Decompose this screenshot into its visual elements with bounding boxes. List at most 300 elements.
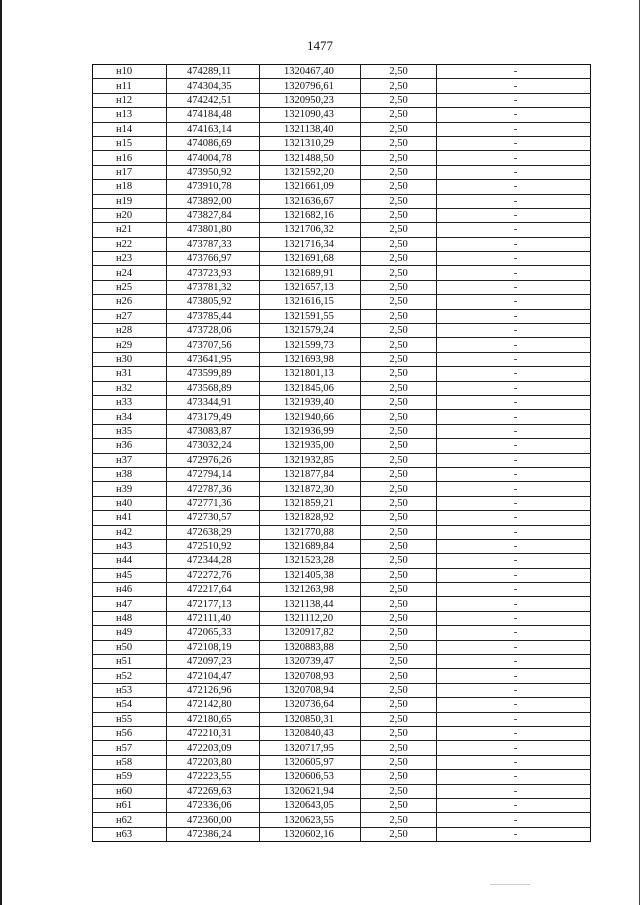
y-coordinate-cell: 1321579,24 (260, 324, 361, 338)
point-id-cell: н36 (93, 439, 167, 453)
x-coordinate-cell: 472510,92 (167, 539, 260, 553)
y-coordinate-cell: 1321859,21 (260, 496, 361, 510)
scan-artifact (490, 884, 530, 885)
table-row (93, 367, 591, 381)
point-id-cell: н31 (93, 367, 167, 381)
note-cell: - (437, 324, 591, 338)
table-row (93, 122, 591, 136)
note-cell: - (437, 122, 591, 136)
point-id-cell: н48 (93, 611, 167, 625)
error-cell: 2,50 (361, 180, 437, 194)
note-cell: - (437, 252, 591, 266)
x-coordinate-cell: 472344,28 (167, 554, 260, 568)
table-row (93, 496, 591, 510)
x-coordinate-cell: 472142,80 (167, 698, 260, 712)
y-coordinate-cell: 1320623,55 (260, 813, 361, 827)
point-id-cell: н24 (93, 266, 167, 280)
error-cell: 2,50 (361, 626, 437, 640)
y-coordinate-cell: 1320605,97 (260, 755, 361, 769)
y-coordinate-cell: 1320708,94 (260, 683, 361, 697)
point-id-cell: н60 (93, 784, 167, 798)
x-coordinate-cell: 472108,19 (167, 640, 260, 654)
note-cell: - (437, 439, 591, 453)
point-id-cell: н25 (93, 280, 167, 294)
point-id-cell: н47 (93, 597, 167, 611)
error-cell: 2,50 (361, 439, 437, 453)
error-cell: 2,50 (361, 165, 437, 179)
note-cell: - (437, 511, 591, 525)
y-coordinate-cell: 1321845,06 (260, 381, 361, 395)
x-coordinate-cell: 472180,65 (167, 712, 260, 726)
note-cell: - (437, 367, 591, 381)
table-row (93, 640, 591, 654)
y-coordinate-cell: 1320850,31 (260, 712, 361, 726)
table-row (93, 813, 591, 827)
error-cell: 2,50 (361, 827, 437, 841)
note-cell: - (437, 525, 591, 539)
note-cell: - (437, 554, 591, 568)
table-row (93, 165, 591, 179)
note-cell: - (437, 309, 591, 323)
table-row (93, 108, 591, 122)
y-coordinate-cell: 1320739,47 (260, 655, 361, 669)
x-coordinate-cell: 474163,14 (167, 122, 260, 136)
table-row (93, 554, 591, 568)
table-row (93, 683, 591, 697)
point-id-cell: н54 (93, 698, 167, 712)
table-row (93, 208, 591, 222)
error-cell: 2,50 (361, 525, 437, 539)
note-cell: - (437, 194, 591, 208)
y-coordinate-cell: 1321872,30 (260, 482, 361, 496)
table-row (93, 410, 591, 424)
note-cell: - (437, 482, 591, 496)
error-cell: 2,50 (361, 784, 437, 798)
note-cell: - (437, 280, 591, 294)
table-row (93, 223, 591, 237)
x-coordinate-cell: 472097,23 (167, 655, 260, 669)
note-cell: - (437, 467, 591, 481)
y-coordinate-cell: 1320602,16 (260, 827, 361, 841)
y-coordinate-cell: 1321636,67 (260, 194, 361, 208)
point-id-cell: н10 (93, 65, 167, 79)
x-coordinate-cell: 473892,00 (167, 194, 260, 208)
y-coordinate-cell: 1321932,85 (260, 453, 361, 467)
point-id-cell: н55 (93, 712, 167, 726)
error-cell: 2,50 (361, 266, 437, 280)
y-coordinate-cell: 1321716,34 (260, 237, 361, 251)
point-id-cell: н63 (93, 827, 167, 841)
table-row (93, 136, 591, 150)
error-cell: 2,50 (361, 367, 437, 381)
y-coordinate-cell: 1321405,38 (260, 568, 361, 582)
error-cell: 2,50 (361, 424, 437, 438)
point-id-cell: н19 (93, 194, 167, 208)
x-coordinate-cell: 473805,92 (167, 295, 260, 309)
point-id-cell: н23 (93, 252, 167, 266)
x-coordinate-cell: 473827,84 (167, 208, 260, 222)
error-cell: 2,50 (361, 194, 437, 208)
y-coordinate-cell: 1321940,66 (260, 410, 361, 424)
table-row (93, 827, 591, 841)
note-cell: - (437, 352, 591, 366)
table-row (93, 525, 591, 539)
error-cell: 2,50 (361, 568, 437, 582)
point-id-cell: н26 (93, 295, 167, 309)
scan-edge-left (0, 0, 2, 905)
x-coordinate-cell: 473032,24 (167, 439, 260, 453)
error-cell: 2,50 (361, 770, 437, 784)
x-coordinate-cell: 472065,33 (167, 626, 260, 640)
x-coordinate-cell: 472177,13 (167, 597, 260, 611)
note-cell: - (437, 208, 591, 222)
point-id-cell: н37 (93, 453, 167, 467)
x-coordinate-cell: 472111,40 (167, 611, 260, 625)
note-cell: - (437, 108, 591, 122)
point-id-cell: н13 (93, 108, 167, 122)
note-cell: - (437, 597, 591, 611)
y-coordinate-cell: 1320467,40 (260, 65, 361, 79)
point-id-cell: н11 (93, 79, 167, 93)
x-coordinate-cell: 472126,96 (167, 683, 260, 697)
x-coordinate-cell: 473641,95 (167, 352, 260, 366)
x-coordinate-cell: 472336,06 (167, 798, 260, 812)
y-coordinate-cell: 1321828,92 (260, 511, 361, 525)
error-cell: 2,50 (361, 324, 437, 338)
table-row (93, 266, 591, 280)
y-coordinate-cell: 1321616,15 (260, 295, 361, 309)
error-cell: 2,50 (361, 223, 437, 237)
table-row (93, 741, 591, 755)
error-cell: 2,50 (361, 496, 437, 510)
note-cell: - (437, 611, 591, 625)
note-cell: - (437, 784, 591, 798)
table-row (93, 151, 591, 165)
error-cell: 2,50 (361, 726, 437, 740)
point-id-cell: н30 (93, 352, 167, 366)
error-cell: 2,50 (361, 741, 437, 755)
error-cell: 2,50 (361, 108, 437, 122)
x-coordinate-cell: 474304,35 (167, 79, 260, 93)
error-cell: 2,50 (361, 698, 437, 712)
error-cell: 2,50 (361, 338, 437, 352)
note-cell: - (437, 237, 591, 251)
x-coordinate-cell: 473910,78 (167, 180, 260, 194)
error-cell: 2,50 (361, 79, 437, 93)
error-cell: 2,50 (361, 65, 437, 79)
note-cell: - (437, 798, 591, 812)
note-cell: - (437, 626, 591, 640)
y-coordinate-cell: 1320840,43 (260, 726, 361, 740)
note-cell: - (437, 813, 591, 827)
error-cell: 2,50 (361, 410, 437, 424)
table-row (93, 79, 591, 93)
error-cell: 2,50 (361, 136, 437, 150)
point-id-cell: н18 (93, 180, 167, 194)
error-cell: 2,50 (361, 280, 437, 294)
table-row (93, 712, 591, 726)
note-cell: - (437, 568, 591, 582)
point-id-cell: н62 (93, 813, 167, 827)
y-coordinate-cell: 1321591,55 (260, 309, 361, 323)
table-row (93, 453, 591, 467)
point-id-cell: н29 (93, 338, 167, 352)
y-coordinate-cell: 1321599,73 (260, 338, 361, 352)
point-id-cell: н44 (93, 554, 167, 568)
x-coordinate-cell: 472104,47 (167, 669, 260, 683)
note-cell: - (437, 93, 591, 107)
point-id-cell: н38 (93, 467, 167, 481)
error-cell: 2,50 (361, 352, 437, 366)
error-cell: 2,50 (361, 93, 437, 107)
note-cell: - (437, 539, 591, 553)
x-coordinate-cell: 473083,87 (167, 424, 260, 438)
table-row (93, 467, 591, 481)
y-coordinate-cell: 1320717,95 (260, 741, 361, 755)
y-coordinate-cell: 1321661,09 (260, 180, 361, 194)
table-row (93, 93, 591, 107)
note-cell: - (437, 755, 591, 769)
x-coordinate-cell: 473723,93 (167, 266, 260, 280)
point-id-cell: н39 (93, 482, 167, 496)
error-cell: 2,50 (361, 669, 437, 683)
y-coordinate-cell: 1321801,13 (260, 367, 361, 381)
note-cell: - (437, 410, 591, 424)
error-cell: 2,50 (361, 252, 437, 266)
note-cell: - (437, 655, 591, 669)
note-cell: - (437, 136, 591, 150)
note-cell: - (437, 712, 591, 726)
note-cell: - (437, 583, 591, 597)
point-id-cell: н14 (93, 122, 167, 136)
note-cell: - (437, 65, 591, 79)
table-row (93, 439, 591, 453)
y-coordinate-cell: 1321689,91 (260, 266, 361, 280)
point-id-cell: н45 (93, 568, 167, 582)
point-id-cell: н34 (93, 410, 167, 424)
note-cell: - (437, 395, 591, 409)
x-coordinate-cell: 473707,56 (167, 338, 260, 352)
error-cell: 2,50 (361, 712, 437, 726)
error-cell: 2,50 (361, 539, 437, 553)
y-coordinate-cell: 1321310,29 (260, 136, 361, 150)
y-coordinate-cell: 1321936,99 (260, 424, 361, 438)
table-row (93, 784, 591, 798)
y-coordinate-cell: 1321657,13 (260, 280, 361, 294)
x-coordinate-cell: 472360,00 (167, 813, 260, 827)
table-row (93, 180, 591, 194)
point-id-cell: н53 (93, 683, 167, 697)
x-coordinate-cell: 473568,89 (167, 381, 260, 395)
y-coordinate-cell: 1321770,88 (260, 525, 361, 539)
y-coordinate-cell: 1321138,40 (260, 122, 361, 136)
table-row (93, 65, 591, 79)
x-coordinate-cell: 472638,29 (167, 525, 260, 539)
error-cell: 2,50 (361, 237, 437, 251)
x-coordinate-cell: 474184,48 (167, 108, 260, 122)
note-cell: - (437, 496, 591, 510)
table-row (93, 568, 591, 582)
y-coordinate-cell: 1321138,44 (260, 597, 361, 611)
error-cell: 2,50 (361, 151, 437, 165)
note-cell: - (437, 741, 591, 755)
x-coordinate-cell: 473787,33 (167, 237, 260, 251)
note-cell: - (437, 424, 591, 438)
error-cell: 2,50 (361, 482, 437, 496)
y-coordinate-cell: 1321689,84 (260, 539, 361, 553)
y-coordinate-cell: 1321939,40 (260, 395, 361, 409)
error-cell: 2,50 (361, 640, 437, 654)
x-coordinate-cell: 473179,49 (167, 410, 260, 424)
y-coordinate-cell: 1320708,93 (260, 669, 361, 683)
error-cell: 2,50 (361, 583, 437, 597)
x-coordinate-cell: 472269,63 (167, 784, 260, 798)
x-coordinate-cell: 473781,32 (167, 280, 260, 294)
x-coordinate-cell: 473785,44 (167, 309, 260, 323)
note-cell: - (437, 79, 591, 93)
y-coordinate-cell: 1320796,61 (260, 79, 361, 93)
y-coordinate-cell: 1321682,16 (260, 208, 361, 222)
point-id-cell: н28 (93, 324, 167, 338)
note-cell: - (437, 180, 591, 194)
point-id-cell: н56 (93, 726, 167, 740)
y-coordinate-cell: 1321706,32 (260, 223, 361, 237)
note-cell: - (437, 726, 591, 740)
page-number: 1477 (307, 38, 333, 53)
y-coordinate-cell: 1321090,43 (260, 108, 361, 122)
error-cell: 2,50 (361, 755, 437, 769)
y-coordinate-cell: 1320736,64 (260, 698, 361, 712)
x-coordinate-cell: 472386,24 (167, 827, 260, 841)
y-coordinate-cell: 1321592,20 (260, 165, 361, 179)
table-row (93, 280, 591, 294)
point-id-cell: н51 (93, 655, 167, 669)
table-row (93, 726, 591, 740)
error-cell: 2,50 (361, 295, 437, 309)
x-coordinate-cell: 473950,92 (167, 165, 260, 179)
error-cell: 2,50 (361, 554, 437, 568)
table-row (93, 626, 591, 640)
error-cell: 2,50 (361, 798, 437, 812)
coordinate-table-body (93, 65, 591, 842)
note-cell: - (437, 640, 591, 654)
y-coordinate-cell: 1320643,05 (260, 798, 361, 812)
x-coordinate-cell: 473766,97 (167, 252, 260, 266)
point-id-cell: н40 (93, 496, 167, 510)
point-id-cell: н12 (93, 93, 167, 107)
error-cell: 2,50 (361, 309, 437, 323)
note-cell: - (437, 151, 591, 165)
error-cell: 2,50 (361, 467, 437, 481)
y-coordinate-cell: 1320606,53 (260, 770, 361, 784)
y-coordinate-cell: 1320917,82 (260, 626, 361, 640)
x-coordinate-cell: 472217,64 (167, 583, 260, 597)
note-cell: - (437, 453, 591, 467)
error-cell: 2,50 (361, 813, 437, 827)
table-row (93, 352, 591, 366)
error-cell: 2,50 (361, 395, 437, 409)
error-cell: 2,50 (361, 611, 437, 625)
note-cell: - (437, 223, 591, 237)
error-cell: 2,50 (361, 208, 437, 222)
point-id-cell: н49 (93, 626, 167, 640)
note-cell: - (437, 770, 591, 784)
x-coordinate-cell: 472787,36 (167, 482, 260, 496)
error-cell: 2,50 (361, 453, 437, 467)
y-coordinate-cell: 1321935,00 (260, 439, 361, 453)
x-coordinate-cell: 472203,09 (167, 741, 260, 755)
point-id-cell: н52 (93, 669, 167, 683)
table-row (93, 338, 591, 352)
point-id-cell: н32 (93, 381, 167, 395)
point-id-cell: н42 (93, 525, 167, 539)
table-row (93, 669, 591, 683)
x-coordinate-cell: 472771,36 (167, 496, 260, 510)
x-coordinate-cell: 472272,76 (167, 568, 260, 582)
table-row (93, 611, 591, 625)
point-id-cell: н61 (93, 798, 167, 812)
table-row (93, 381, 591, 395)
table-row (93, 252, 591, 266)
point-id-cell: н43 (93, 539, 167, 553)
y-coordinate-cell: 1320883,88 (260, 640, 361, 654)
coordinate-table (92, 64, 591, 842)
error-cell: 2,50 (361, 511, 437, 525)
table-row (93, 597, 591, 611)
point-id-cell: н20 (93, 208, 167, 222)
point-id-cell: н27 (93, 309, 167, 323)
x-coordinate-cell: 472203,80 (167, 755, 260, 769)
point-id-cell: н33 (93, 395, 167, 409)
y-coordinate-cell: 1321877,84 (260, 467, 361, 481)
x-coordinate-cell: 472730,57 (167, 511, 260, 525)
note-cell: - (437, 698, 591, 712)
y-coordinate-cell: 1321691,68 (260, 252, 361, 266)
error-cell: 2,50 (361, 381, 437, 395)
y-coordinate-cell: 1320621,94 (260, 784, 361, 798)
point-id-cell: н15 (93, 136, 167, 150)
table-row (93, 395, 591, 409)
point-id-cell: н50 (93, 640, 167, 654)
x-coordinate-cell: 473801,80 (167, 223, 260, 237)
y-coordinate-cell: 1321263,98 (260, 583, 361, 597)
note-cell: - (437, 165, 591, 179)
note-cell: - (437, 295, 591, 309)
x-coordinate-cell: 472794,14 (167, 467, 260, 481)
table-row (93, 583, 591, 597)
point-id-cell: н59 (93, 770, 167, 784)
note-cell: - (437, 338, 591, 352)
table-row (93, 655, 591, 669)
x-coordinate-cell: 472223,55 (167, 770, 260, 784)
error-cell: 2,50 (361, 683, 437, 697)
table-row (93, 698, 591, 712)
note-cell: - (437, 266, 591, 280)
table-row (93, 237, 591, 251)
x-coordinate-cell: 473344,91 (167, 395, 260, 409)
y-coordinate-cell: 1321693,98 (260, 352, 361, 366)
table-row (93, 770, 591, 784)
table-row (93, 798, 591, 812)
table-row (93, 295, 591, 309)
point-id-cell: н41 (93, 511, 167, 525)
y-coordinate-cell: 1321488,50 (260, 151, 361, 165)
table-row (93, 511, 591, 525)
x-coordinate-cell: 474086,69 (167, 136, 260, 150)
table-row (93, 539, 591, 553)
note-cell: - (437, 683, 591, 697)
table-row (93, 482, 591, 496)
